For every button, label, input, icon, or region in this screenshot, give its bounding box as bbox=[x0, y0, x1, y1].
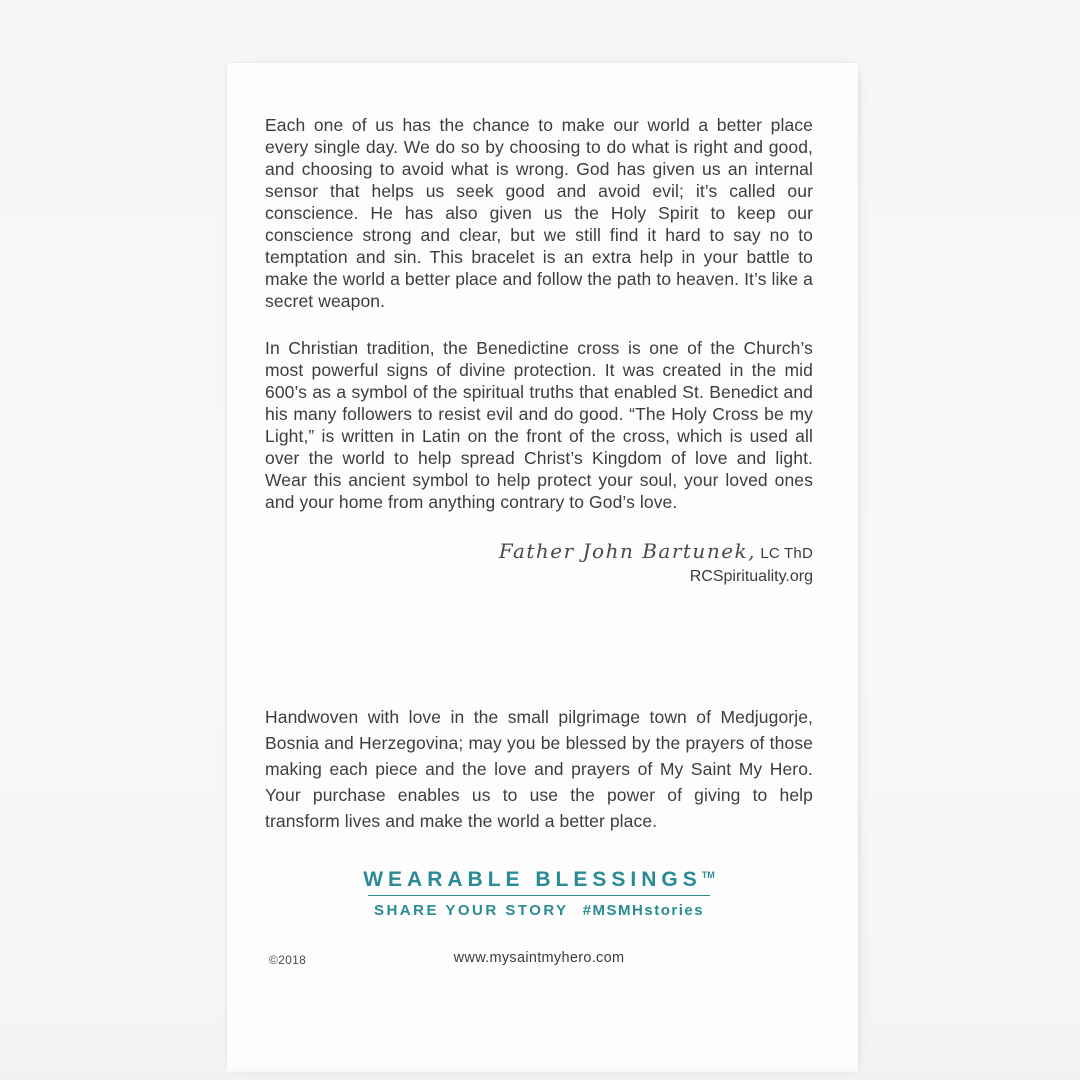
brand-wordmark-text: WEARABLE BLESSINGS bbox=[363, 868, 702, 891]
signature-block bbox=[265, 538, 813, 586]
tagline-share-your-story: SHARE YOUR STORY bbox=[373, 902, 569, 919]
brand-block bbox=[265, 863, 813, 920]
brand-divider bbox=[368, 895, 710, 896]
paragraph-handwoven: Handwoven with love in the small pilgrimage town of Medjugorje, Bosnia and Herzegovina; may you be blessed by the prayers of those making each piece and the love and prayers of My Saint My Hero. Your purchase enables us to use the power of giving to help transform lives and make the world a better place. bbox=[265, 707, 813, 831]
trademark-symbol: TM bbox=[701, 870, 715, 880]
paragraph-benedictine-cross: In Christian tradition, the Benedictine cross is one of the Church’s most powerful signs of divine protection. It was created in the mid 600’s as a symbol of the spiritual truths that enabled St. Benedict and his many followers to resist evil and do good. “The Holy Cross be my Light,” is written in Latin on the front of the cross, which is used all over the world to help spread Christ’s Kingdom of love and light. Wear this ancient symbol to help protect your soul, your loved ones and your home from anything contrary to God’s love. bbox=[265, 338, 813, 512]
brand-wordmark bbox=[265, 863, 813, 892]
tagline-hashtag: #MSMHstories bbox=[582, 902, 705, 919]
signature-credentials: LC ThD bbox=[756, 545, 813, 562]
card-footer bbox=[265, 950, 813, 968]
paragraph-conscience: Each one of us has the chance to make our world a better place every single day. We do so by choosing to do what is right and good, and choosing to avoid what is wrong. God has given us an internal sensor that helps us seek good and avoid evil; it’s called our conscience. He has also given us the Holy Spirit to keep our conscience strong and clear, but we still find it hard to say no to temptation and sin. This bracelet is an extra help in your battle to make the world a better place and follow the path to heaven. It’s like a secret weapon. bbox=[265, 115, 813, 311]
signature-website: RCSpirituality.org bbox=[689, 568, 813, 585]
brand-website-url: www.mysaintmyhero.com bbox=[453, 950, 625, 966]
copyright-notice: ©2018 bbox=[269, 953, 307, 967]
signature-name: Father John Bartunek, bbox=[498, 539, 757, 563]
signature-line bbox=[265, 538, 813, 567]
blessing-card bbox=[227, 62, 858, 1072]
brand-tagline bbox=[265, 902, 813, 920]
card-bottom-shadow bbox=[0, 1066, 1080, 1080]
